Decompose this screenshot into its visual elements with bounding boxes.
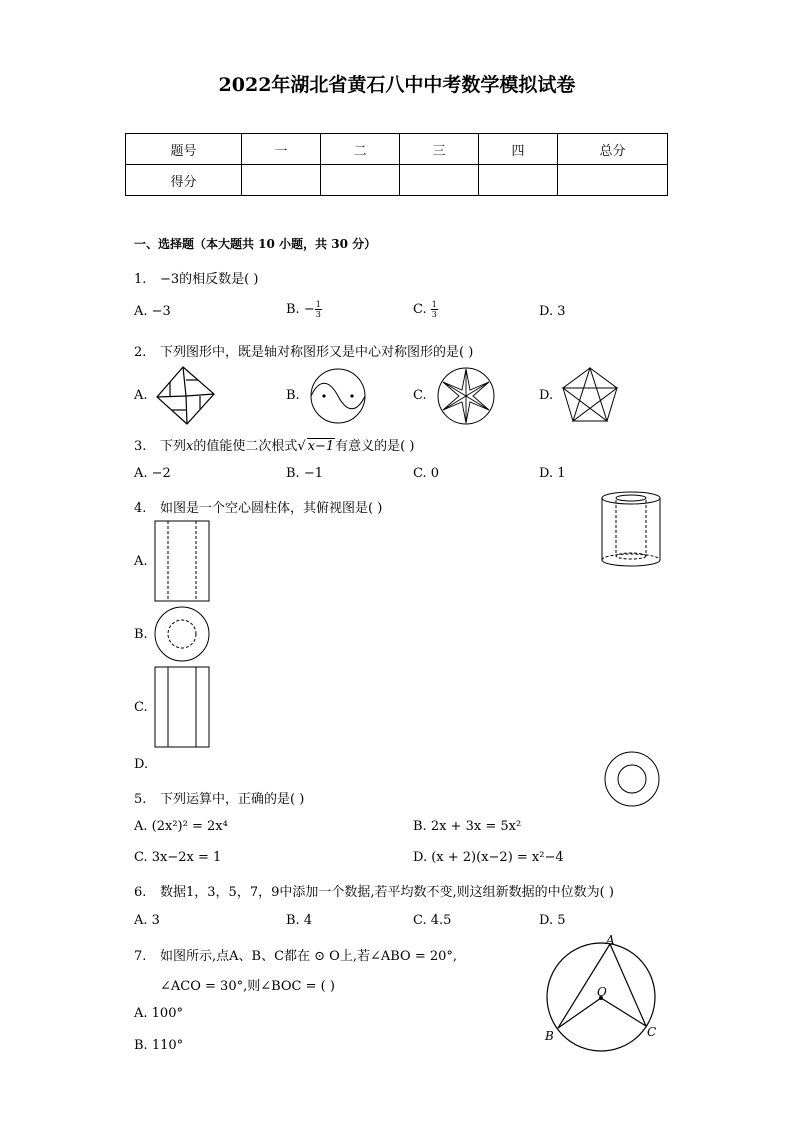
score-cell[interactable]: [242, 165, 321, 196]
rect-solid-figure: [154, 666, 210, 748]
question-5: [134, 788, 304, 807]
yin-yang-figure: [309, 367, 367, 425]
table-row: [126, 134, 668, 165]
option-c[interactable]: C.: [413, 388, 427, 403]
question-number: 5.: [134, 792, 147, 807]
option-b[interactable]: B.: [286, 388, 300, 403]
table-header-cell: 三: [400, 134, 479, 165]
question-1: [134, 268, 258, 287]
question-text: 如图是一个空心圆柱体，其俯视图是( ): [160, 501, 383, 516]
score-table: [125, 133, 668, 196]
option-c[interactable]: C.: [134, 700, 148, 715]
question-text: 下列图形中，既是轴对称图形又是中心对称图形的是( ): [160, 345, 474, 360]
point-label-o: O: [597, 985, 607, 999]
option-b[interactable]: B. 2x + 3x = 5x²: [413, 819, 522, 834]
circle-angle-figure: [540, 932, 668, 1062]
pinwheel-square-figure: [156, 366, 216, 426]
fraction: $\frac{1}{3}$: [431, 300, 437, 319]
question-text: −3的相反数是( ): [160, 272, 259, 287]
question-text: 如图所示,点A、B、C都在 ⊙ O上,若∠ABO = 20°,: [160, 949, 458, 964]
question-6: [134, 881, 614, 900]
option-a[interactable]: A.: [134, 388, 148, 403]
option-b[interactable]: B.: [134, 627, 148, 642]
table-header-cell: 二: [321, 134, 400, 165]
table-header-cell: 四: [479, 134, 558, 165]
ring-dashed-figure: [153, 605, 211, 663]
option-d[interactable]: D. 5: [539, 913, 566, 928]
option-b[interactable]: B. −1: [286, 466, 323, 481]
radicand: x−1: [307, 439, 335, 454]
rect-dashed-figure: [154, 520, 210, 602]
table-header-cell: 总分: [558, 134, 668, 165]
option-a[interactable]: A.: [134, 554, 148, 569]
option-a[interactable]: A. (2x²)² = 2x⁴: [134, 819, 228, 834]
option-d[interactable]: D.: [539, 388, 554, 403]
pentagram-figure: [560, 366, 620, 426]
question-number: 3.: [134, 439, 147, 454]
ring-solid-figure: [603, 750, 661, 808]
table-row-label: 得分: [126, 165, 242, 196]
option-d[interactable]: D. (x + 2)(x−2) = x²−4: [413, 850, 564, 865]
page-title: 2022年湖北省黄石八中中考数学模拟试卷: [218, 74, 576, 96]
point-label-c: C: [647, 1025, 657, 1039]
point-label-a: A: [606, 933, 615, 947]
option-d[interactable]: D. 1: [539, 466, 566, 481]
table-header-cell: 题号: [126, 134, 242, 165]
question-number: 7.: [134, 949, 147, 964]
question-number: 6.: [134, 885, 147, 900]
option-b[interactable]: B. 4: [286, 913, 313, 928]
question-7: [134, 945, 457, 964]
question-text: 数据1，3，5，7，9中添加一个数据,若平均数不变,则这组新数据的中位数为( ): [160, 885, 614, 900]
table-header-cell: 一: [242, 134, 321, 165]
option-c[interactable]: C. 4.5: [413, 913, 452, 928]
option-a[interactable]: A. 100°: [134, 1006, 183, 1021]
option-b[interactable]: B. 110°: [134, 1038, 184, 1053]
question-3: 3. 下列x的值能使二次根式√ x−1有意义的是( ): [134, 439, 415, 454]
score-cell[interactable]: [558, 165, 668, 196]
option-c[interactable]: C. 3x−2x = 1: [134, 850, 222, 865]
fraction: $\frac{1}{3}$: [315, 300, 321, 319]
question-4: [134, 497, 382, 516]
option-b[interactable]: B. − $\frac{1}{3}$: [286, 300, 321, 319]
question-number: 4.: [134, 501, 147, 516]
hollow-cylinder-figure: [598, 490, 666, 572]
option-a[interactable]: A. −3: [134, 304, 171, 319]
option-c[interactable]: C. 0: [413, 466, 440, 481]
question-text-line2: ∠ACO = 30°,则∠BOC = ( ): [160, 979, 335, 994]
question-2: [134, 341, 473, 360]
section-heading: 一、选择题（本大题共 10 小题，共 30 分）: [134, 237, 377, 251]
score-cell[interactable]: [400, 165, 479, 196]
table-row: [126, 165, 668, 196]
question-text: 下列运算中，正确的是( ): [160, 792, 305, 807]
question-number: 2.: [134, 345, 147, 360]
question-number: 1.: [134, 272, 147, 287]
star-flower-figure: [436, 366, 496, 426]
option-d[interactable]: D. 3: [539, 304, 566, 319]
score-cell[interactable]: [321, 165, 400, 196]
option-a[interactable]: A. −2: [134, 466, 171, 481]
option-d[interactable]: D.: [134, 757, 149, 772]
point-label-b: B: [545, 1029, 554, 1043]
score-cell[interactable]: [479, 165, 558, 196]
option-a[interactable]: A. 3: [134, 913, 160, 928]
option-c[interactable]: C. $\frac{1}{3}$: [413, 300, 437, 319]
